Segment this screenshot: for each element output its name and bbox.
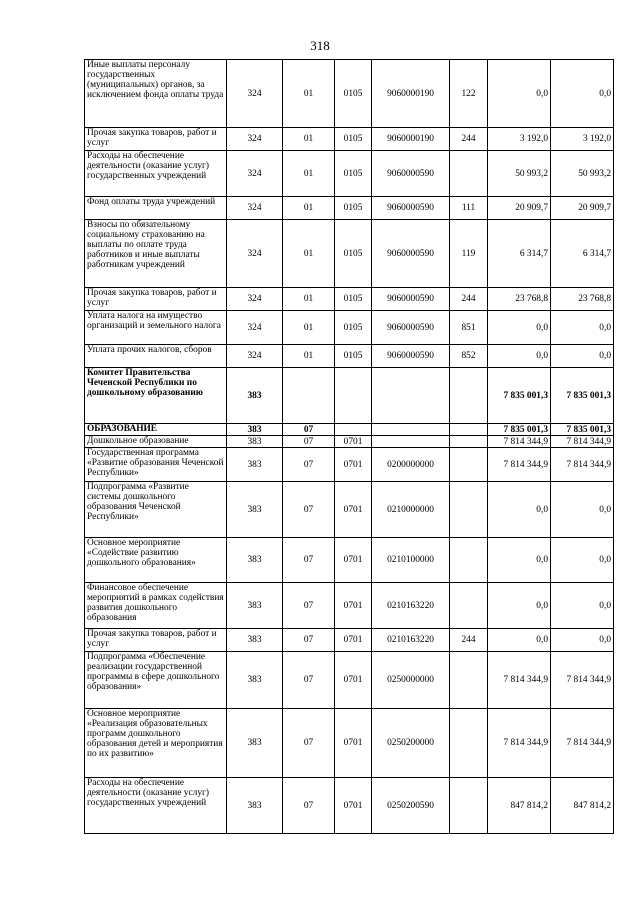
table-cell-vr: 119 (450, 220, 488, 288)
table-cell-csr: 0210000000 (372, 482, 450, 538)
table-cell-vr: 244 (450, 288, 488, 311)
table-cell-rz: 07 (283, 482, 335, 538)
table-cell-csr: 9060000590 (372, 151, 450, 197)
table-cell-pr: 0701 (335, 538, 372, 583)
table-row (85, 220, 614, 288)
table-cell-pr (335, 424, 372, 436)
table-cell-sum-2: 23 768,8 (551, 288, 614, 311)
table-cell-pr: 0105 (335, 311, 372, 345)
table-cell-vr: 122 (450, 60, 488, 128)
table-cell-vr: 851 (450, 311, 488, 345)
table-row (85, 482, 614, 538)
table-cell-name: Расходы на обеспечение деятельности (оказание услуг) государственных учреждений (85, 778, 227, 834)
table-cell-vr (450, 709, 488, 778)
table-cell-ved: 383 (227, 482, 283, 538)
table-cell-ved: 383 (227, 436, 283, 448)
table-cell-name: Прочая закупка товаров, работ и услуг (85, 128, 227, 151)
table-cell-rz (283, 368, 335, 424)
table-cell-rz: 07 (283, 424, 335, 436)
table-cell-name: ОБРАЗОВАНИЕ (85, 424, 227, 436)
table-cell-ved: 324 (227, 128, 283, 151)
table-cell-pr: 0701 (335, 583, 372, 629)
table-row (85, 436, 614, 448)
table-cell-sum-2: 7 814 344,9 (551, 448, 614, 482)
table-cell-sum-1: 0,0 (488, 482, 551, 538)
table-row (85, 448, 614, 482)
table-row (85, 778, 614, 834)
table-row (85, 629, 614, 652)
table-cell-pr: 0701 (335, 629, 372, 652)
table-row (85, 197, 614, 220)
table-cell-pr: 0701 (335, 652, 372, 709)
table-cell-vr (450, 151, 488, 197)
table-cell-sum-2: 7 814 344,9 (551, 436, 614, 448)
table-cell-rz: 07 (283, 448, 335, 482)
table-cell-name: Подпрограмма «Развитие системы дошкольного образования Чеченской Республики» (85, 482, 227, 538)
table-row (85, 60, 614, 128)
table-cell-pr: 0105 (335, 197, 372, 220)
table-cell-sum-1: 847 814,2 (488, 778, 551, 834)
table-cell-csr (372, 368, 450, 424)
table-cell-sum-1: 7 814 344,9 (488, 709, 551, 778)
table-cell-vr: 244 (450, 128, 488, 151)
table-cell-csr: 0210163220 (372, 583, 450, 629)
table-cell-rz: 01 (283, 311, 335, 345)
table-cell-csr: 0250200000 (372, 709, 450, 778)
table-cell-csr: 0210163220 (372, 629, 450, 652)
table-cell-name: Уплата прочих налогов, сборов (85, 345, 227, 368)
table-cell-sum-1: 7 835 001,3 (488, 424, 551, 436)
table-cell-vr (450, 424, 488, 436)
table-cell-rz: 07 (283, 538, 335, 583)
table-cell-sum-1: 7 814 344,9 (488, 652, 551, 709)
table-cell-ved: 324 (227, 288, 283, 311)
table-cell-csr (372, 424, 450, 436)
table-cell-sum-2: 20 909,7 (551, 197, 614, 220)
table-cell-vr (450, 538, 488, 583)
table-cell-sum-1: 7 814 344,9 (488, 436, 551, 448)
table-cell-pr: 0105 (335, 128, 372, 151)
table-cell-name: Иные выплаты персоналу государственных (муниципальных) органов, за исключением фонда оплаты труда (85, 60, 227, 128)
table-cell-csr: 9060000190 (372, 60, 450, 128)
table-cell-ved: 324 (227, 345, 283, 368)
table-row (85, 538, 614, 583)
table-cell-rz: 07 (283, 652, 335, 709)
table-cell-vr (450, 778, 488, 834)
table-cell-sum-1: 6 314,7 (488, 220, 551, 288)
table-cell-ved: 324 (227, 60, 283, 128)
table-cell-rz: 07 (283, 436, 335, 448)
table-row (85, 583, 614, 629)
table-cell-sum-1: 0,0 (488, 60, 551, 128)
table-cell-rz: 01 (283, 220, 335, 288)
table-row (85, 652, 614, 709)
table-cell-name: Подпрограмма «Обеспечение реализации государственной программы в сфере дошкольного образования» (85, 652, 227, 709)
table-cell-sum-2: 7 835 001,3 (551, 368, 614, 424)
table-cell-rz: 01 (283, 197, 335, 220)
table-cell-vr (450, 448, 488, 482)
table-cell-sum-2: 0,0 (551, 629, 614, 652)
table-cell-csr: 9060000590 (372, 311, 450, 345)
table-cell-csr (372, 436, 450, 448)
table-cell-sum-1: 23 768,8 (488, 288, 551, 311)
table-cell-sum-2: 7 835 001,3 (551, 424, 614, 436)
table-cell-vr (450, 652, 488, 709)
table-cell-ved: 324 (227, 197, 283, 220)
table-cell-pr: 0701 (335, 778, 372, 834)
table-cell-rz: 07 (283, 583, 335, 629)
table-cell-rz: 01 (283, 128, 335, 151)
table-cell-csr: 9060000190 (372, 128, 450, 151)
table-cell-rz: 07 (283, 778, 335, 834)
table-cell-sum-1: 20 909,7 (488, 197, 551, 220)
table-cell-sum-1: 0,0 (488, 311, 551, 345)
table-cell-sum-1: 0,0 (488, 629, 551, 652)
page-number: 318 (310, 38, 330, 53)
table-cell-ved: 383 (227, 448, 283, 482)
table-cell-name: Уплата налога на имущество организаций и земельного налога (85, 311, 227, 345)
table-cell-name: Прочая закупка товаров, работ и услуг (85, 288, 227, 311)
table-cell-ved: 324 (227, 311, 283, 345)
table-cell-sum-2: 0,0 (551, 583, 614, 629)
table-cell-pr: 0701 (335, 482, 372, 538)
table-cell-csr: 9060000590 (372, 197, 450, 220)
table-cell-rz: 01 (283, 151, 335, 197)
table-cell-vr: 244 (450, 629, 488, 652)
table-cell-sum-2: 50 993,2 (551, 151, 614, 197)
table-cell-rz: 01 (283, 60, 335, 128)
table-cell-csr: 9060000590 (372, 288, 450, 311)
table-cell-csr: 9060000590 (372, 345, 450, 368)
table-row (85, 311, 614, 345)
table-cell-name: Основное мероприятие «Реализация образовательных программ дошкольного образования детей и мероприятия по их развитию» (85, 709, 227, 778)
table-cell-name: Основное мероприятие «Содействие развитию дошкольного образования» (85, 538, 227, 583)
table-row (85, 128, 614, 151)
table-cell-ved: 383 (227, 424, 283, 436)
table-cell-sum-1: 50 993,2 (488, 151, 551, 197)
table-row (85, 345, 614, 368)
table-cell-csr: 9060000590 (372, 220, 450, 288)
table-cell-ved: 383 (227, 538, 283, 583)
table-cell-sum-2: 6 314,7 (551, 220, 614, 288)
table-cell-ved: 383 (227, 709, 283, 778)
table-cell-name: Государственная программа «Развитие образования Чеченской Республики» (85, 448, 227, 482)
table-cell-pr: 0701 (335, 448, 372, 482)
table-cell-name: Дошкольное образование (85, 436, 227, 448)
table-cell-ved: 324 (227, 220, 283, 288)
table-cell-sum-1: 0,0 (488, 538, 551, 583)
table-cell-ved: 383 (227, 368, 283, 424)
table-cell-sum-2: 7 814 344,9 (551, 709, 614, 778)
table-cell-sum-2: 3 192,0 (551, 128, 614, 151)
table-cell-pr: 0105 (335, 345, 372, 368)
table-row (85, 424, 614, 436)
table-cell-sum-1: 0,0 (488, 583, 551, 629)
table-cell-pr: 0105 (335, 60, 372, 128)
table-cell-pr: 0105 (335, 220, 372, 288)
table-cell-sum-2: 847 814,2 (551, 778, 614, 834)
table-cell-rz: 01 (283, 345, 335, 368)
table-cell-sum-2: 7 814 344,9 (551, 652, 614, 709)
table-cell-name: Комитет Правительства Чеченской Республики по дошкольному образованию (85, 368, 227, 424)
table-cell-name: Финансовое обеспечение мероприятий в рамках содействия развития дошкольного образования (85, 583, 227, 629)
table-cell-vr (450, 583, 488, 629)
table-cell-name: Прочая закупка товаров, работ и услуг (85, 629, 227, 652)
table-cell-rz: 01 (283, 288, 335, 311)
table-cell-vr: 111 (450, 197, 488, 220)
table-cell-vr: 852 (450, 345, 488, 368)
table-cell-pr: 0105 (335, 151, 372, 197)
table-cell-vr (450, 436, 488, 448)
table-cell-name: Взносы по обязательному социальному страхованию на выплаты по оплате труда работников и иные выплаты работникам учреждений (85, 220, 227, 288)
table-cell-vr (450, 482, 488, 538)
table-cell-pr: 0701 (335, 436, 372, 448)
table-cell-ved: 383 (227, 583, 283, 629)
table-cell-sum-1: 0,0 (488, 345, 551, 368)
table-cell-csr: 0210100000 (372, 538, 450, 583)
table-cell-ved: 383 (227, 652, 283, 709)
table-row (85, 709, 614, 778)
table-cell-vr (450, 368, 488, 424)
table-cell-rz: 07 (283, 709, 335, 778)
table-cell-sum-1: 3 192,0 (488, 128, 551, 151)
table-cell-pr: 0701 (335, 709, 372, 778)
table-cell-csr: 0250200590 (372, 778, 450, 834)
table-row (85, 368, 614, 424)
table-row (85, 288, 614, 311)
table-cell-name: Расходы на обеспечение деятельности (оказание услуг) государственных учреждений (85, 151, 227, 197)
table-cell-name: Фонд оплаты труда учреждений (85, 197, 227, 220)
table-cell-sum-2: 0,0 (551, 482, 614, 538)
table-cell-sum-2: 0,0 (551, 538, 614, 583)
table-cell-sum-2: 0,0 (551, 60, 614, 128)
table-cell-csr: 0250000000 (372, 652, 450, 709)
table-cell-pr (335, 368, 372, 424)
table-cell-ved: 383 (227, 629, 283, 652)
table-cell-ved: 383 (227, 778, 283, 834)
table-cell-sum-2: 0,0 (551, 311, 614, 345)
table-cell-sum-2: 0,0 (551, 345, 614, 368)
table-cell-sum-1: 7 814 344,9 (488, 448, 551, 482)
budget-table (84, 59, 614, 834)
table-row (85, 151, 614, 197)
table-cell-csr: 0200000000 (372, 448, 450, 482)
table-cell-sum-1: 7 835 001,3 (488, 368, 551, 424)
table-cell-rz: 07 (283, 629, 335, 652)
table-cell-ved: 324 (227, 151, 283, 197)
table-cell-pr: 0105 (335, 288, 372, 311)
